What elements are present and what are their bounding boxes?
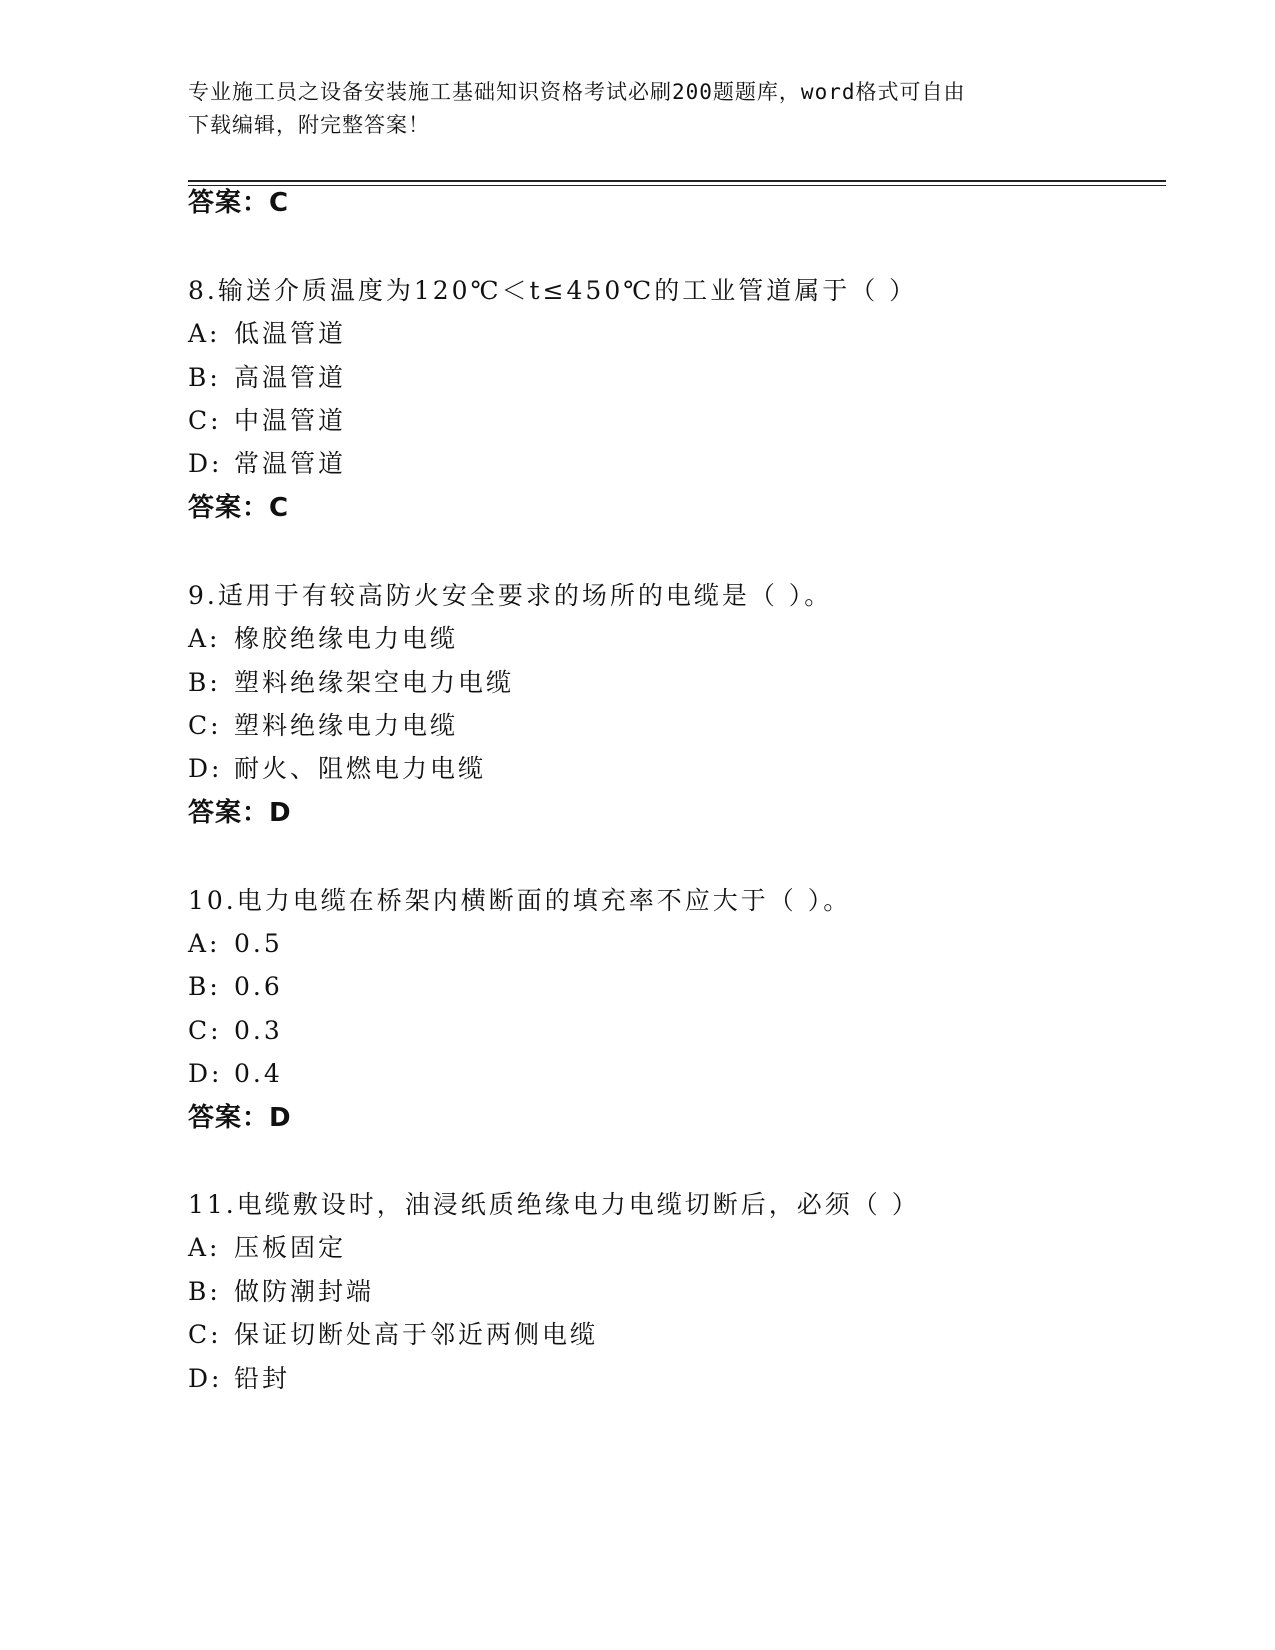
answer-prefix: 答案： <box>188 1103 270 1133</box>
option-label: B: <box>188 668 221 697</box>
question-9-option-c <box>188 711 458 741</box>
option-label: B: <box>188 363 221 392</box>
document-header <box>188 76 1088 142</box>
answer-value: C <box>269 188 290 218</box>
question-9-option-b <box>188 668 514 698</box>
option-label: A: <box>188 624 221 653</box>
answer-prefix: 答案： <box>188 798 270 828</box>
option-label: A: <box>188 929 221 958</box>
question-10-option-d <box>188 1059 283 1089</box>
question-10-option-b <box>188 972 283 1002</box>
question-8-option-a <box>188 319 346 349</box>
option-text: 0.3 <box>234 1016 283 1045</box>
answer-prefix: 答案： <box>188 493 270 523</box>
question-8-option-c <box>188 406 346 436</box>
question-9-option-a <box>188 624 458 654</box>
option-label: C: <box>188 1320 222 1349</box>
option-text: 0.5 <box>234 929 283 958</box>
option-label: D: <box>188 1059 223 1088</box>
answer-value: C <box>269 493 290 523</box>
option-label: B: <box>188 1277 221 1306</box>
option-label: C: <box>188 1016 222 1045</box>
answer-value: D <box>269 1103 292 1133</box>
option-text: 做防潮封端 <box>234 1277 375 1306</box>
question-9-answer <box>188 798 292 828</box>
option-text: 常温管道 <box>234 449 347 478</box>
question-10-option-a <box>188 929 283 959</box>
option-label: D: <box>188 1364 223 1393</box>
option-label: D: <box>188 754 223 783</box>
header-line-1: 专业施工员之设备安装施工基础知识资格考试必刷200题题库，word格式可自由 <box>188 80 966 104</box>
question-10-stem: 10.电力电缆在桥架内横断面的填充率不应大于（ ）。 <box>188 886 852 915</box>
option-text: 铅封 <box>234 1364 291 1393</box>
question-11-option-d <box>188 1364 290 1394</box>
option-label: D: <box>188 449 223 478</box>
question-11-option-a <box>188 1233 346 1263</box>
question-9-option-d <box>188 754 486 784</box>
header-line-2: 下载编辑，附完整答案！ <box>188 113 430 137</box>
question-8-option-b <box>188 363 346 393</box>
question-10-option-c <box>188 1016 283 1046</box>
question-10-answer <box>188 1103 292 1133</box>
option-text: 保证切断处高于邻近两侧电缆 <box>234 1320 599 1349</box>
question-9-stem: 9.适用于有较高防火安全要求的场所的电缆是（ ）。 <box>188 581 833 610</box>
option-text: 耐火、阻燃电力电缆 <box>234 754 487 783</box>
option-text: 中温管道 <box>234 406 347 435</box>
question-8-option-d <box>188 449 346 479</box>
question-8-stem: 8.输送介质温度为120℃＜t≤450℃的工业管道属于（ ） <box>188 276 918 305</box>
option-text: 高温管道 <box>234 363 347 392</box>
answer-prefix: 答案： <box>188 188 270 218</box>
option-text: 压板固定 <box>234 1233 347 1262</box>
header-divider-thin <box>188 185 1166 186</box>
question-8-answer <box>188 493 289 523</box>
question-11-stem: 11.电缆敷设时，油浸纸质绝缘电力电缆切断后，必须（ ） <box>188 1190 920 1219</box>
option-label: B: <box>188 972 221 1001</box>
answer-line-prev <box>188 188 289 218</box>
question-11-option-c <box>188 1320 598 1350</box>
option-text: 塑料绝缘电力电缆 <box>234 711 459 740</box>
answer-value: D <box>269 798 292 828</box>
option-label: A: <box>188 319 221 348</box>
option-text: 低温管道 <box>234 319 347 348</box>
question-11-option-b <box>188 1277 374 1307</box>
header-divider-thick <box>188 180 1166 182</box>
option-text: 橡胶绝缘电力电缆 <box>234 624 459 653</box>
option-label: A: <box>188 1233 221 1262</box>
option-label: C: <box>188 711 222 740</box>
option-text: 0.6 <box>234 972 283 1001</box>
option-text: 塑料绝缘架空电力电缆 <box>234 668 515 697</box>
option-label: C: <box>188 406 222 435</box>
option-text: 0.4 <box>234 1059 283 1088</box>
